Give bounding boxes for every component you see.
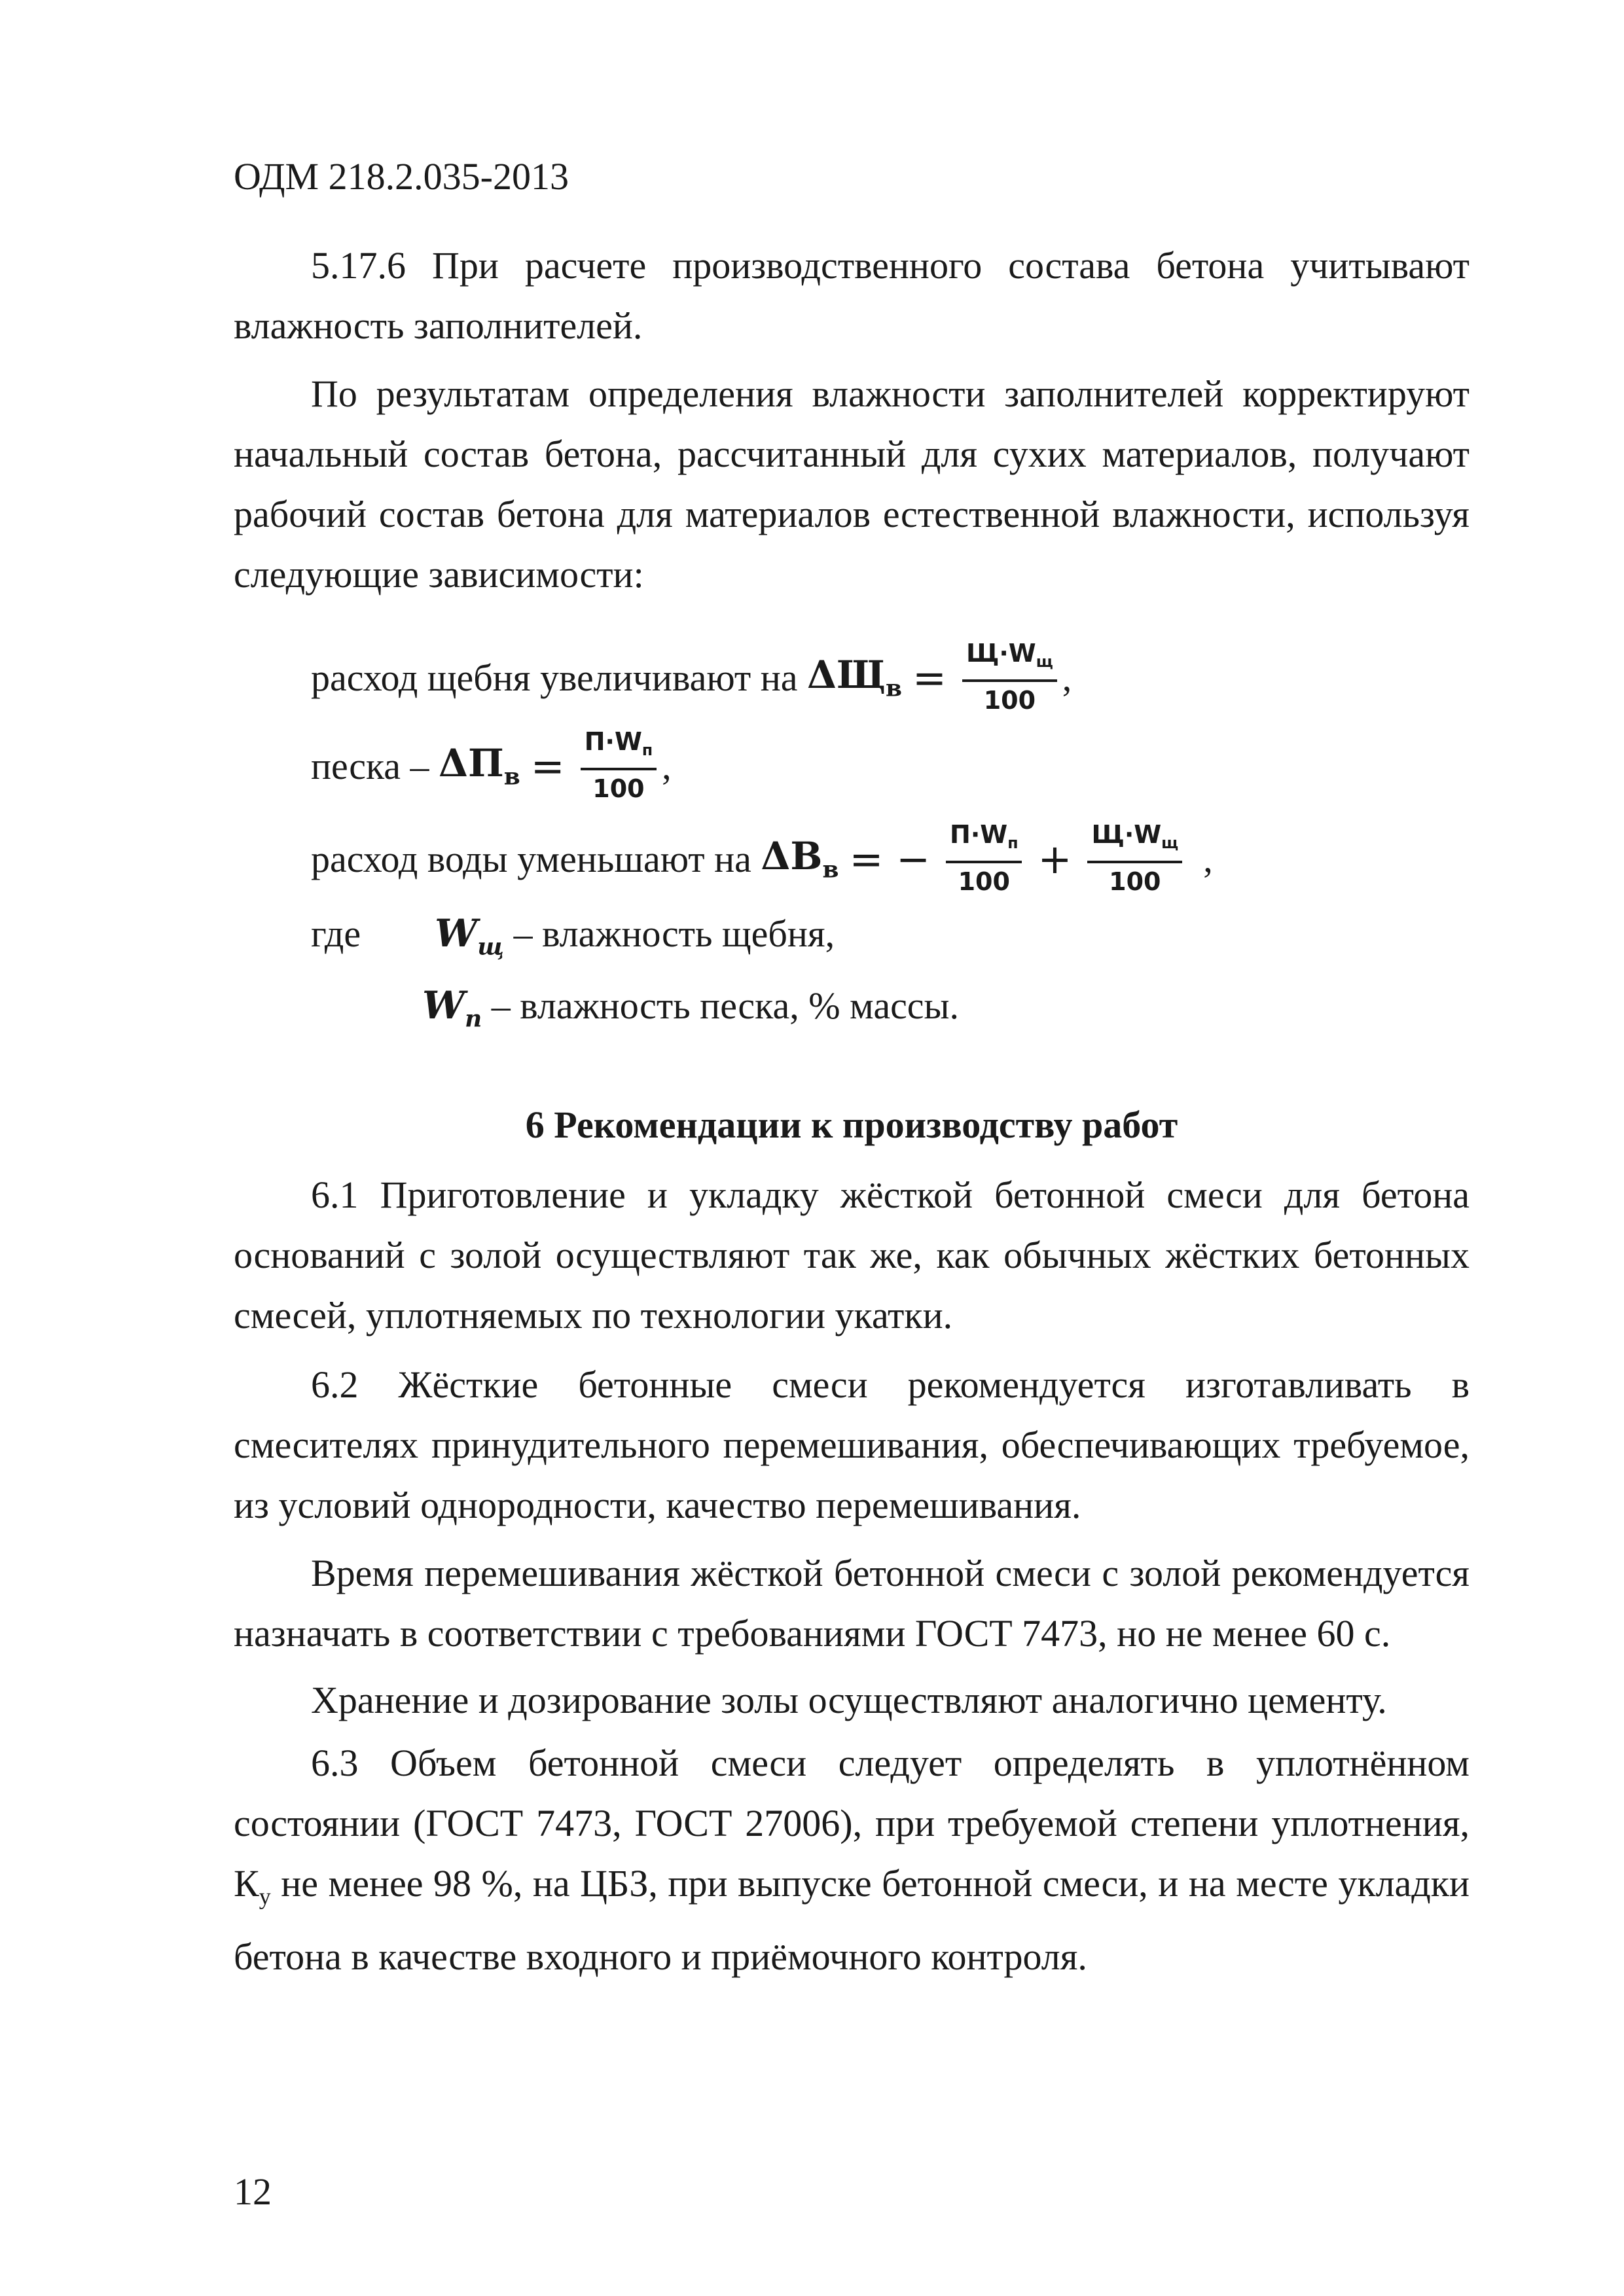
numerator-text: П·W	[950, 820, 1008, 850]
lhs-symbol: ΔВ	[761, 834, 823, 879]
paragraph-storage-text: Хранение и дозирование золы осуществляют аналогично цементу.	[311, 1679, 1387, 1721]
formula-water	[311, 820, 1213, 896]
plus-sign: +	[1038, 834, 1072, 883]
lhs-subscript: в	[822, 855, 839, 884]
fraction-denominator: 100	[983, 685, 1036, 715]
numerator-subscript: п	[1007, 834, 1019, 853]
lhs-symbol: ΔЩ	[807, 653, 886, 698]
paragraph-6-3-part2: не менее 98 %, на ЦБЗ, при выпуске бетонной смеси, и на месте укладки бетона в качестве входного и приёмочного контроля.	[234, 1862, 1470, 1978]
fraction-sand	[946, 820, 1022, 897]
symbol-subscript: п	[465, 1005, 482, 1033]
paragraph-5-17-6-line1: 5.17.6 При расчете производственного состава бетона учитывают	[311, 244, 1470, 287]
paragraph-6-3-part1: 6.3 Объем бетонной смеси следует определять в уплотнённом состоянии (ГОСТ 7473, ГОСТ 27006), при требуемой степени уплотнения, К	[234, 1742, 1470, 1905]
formula-water-label: расход воды уменьшают на	[311, 837, 751, 880]
numerator-text: П·W	[584, 727, 642, 757]
formula-crushed-stone-label: расход щебня увеличивают на	[311, 656, 798, 699]
numerator-text: Щ·W	[965, 639, 1036, 668]
paragraph-results	[234, 364, 1470, 605]
symbol-text: W	[422, 983, 465, 1028]
symbol-w-sand	[422, 983, 482, 1033]
paragraph-6-2	[234, 1355, 1470, 1535]
formula-water-lhs	[761, 834, 839, 884]
fraction-denominator: 100	[1109, 867, 1161, 896]
formula-sand-lhs	[439, 741, 520, 791]
paragraph-6-1-text: 6.1 Приготовление и укладку жёсткой бетонной смеси для бетона оснований с золой осуществляют так же, как обычных жёстких бетонных смесей, уплотняемых по технологии укатки.	[234, 1174, 1470, 1336]
paragraph-6-3	[234, 1733, 1470, 1987]
lhs-subscript: в	[886, 674, 903, 702]
formula-tail: ,	[662, 744, 672, 787]
paragraph-6-3-text	[234, 1733, 1470, 1987]
fraction	[962, 639, 1057, 715]
where-line-2	[422, 983, 959, 1033]
formula-crushed-stone	[311, 639, 1072, 715]
document-code-header: ОДМ 218.2.035-2013	[234, 155, 569, 198]
numerator-subscript: щ	[1036, 653, 1053, 672]
paragraph-results-text: По результатам определения влажности заполнителей корректируют начальный состав бетона, рассчитанный для сухих материалов, получают рабочий состав бетона для материалов естественной влажности, используя следующие зависимости:	[234, 372, 1470, 596]
where-word: где	[311, 912, 361, 955]
paragraph-mixing-time-text: Время перемешивания жёсткой бетонной смеси с золой рекомендуется назначать в соответствии с требованиями ГОСТ 7473, но не менее 60 с.	[234, 1552, 1470, 1655]
where-line-1	[311, 911, 835, 961]
paragraph-5-17-6-line2: влажность заполнителей.	[234, 304, 643, 347]
symbol-text: W	[435, 911, 478, 956]
fraction-numerator	[962, 639, 1057, 681]
where-definition-1: – влажность щебня,	[513, 912, 835, 955]
equals-sign: =	[530, 742, 565, 790]
fraction-denominator: 100	[592, 774, 645, 803]
fraction-stone	[1087, 820, 1182, 897]
symbol-w-stone	[435, 911, 505, 961]
formula-sand-label: песка –	[311, 744, 429, 787]
fraction-numerator	[581, 727, 657, 770]
fraction-numerator	[1087, 820, 1182, 863]
numerator-subscript: щ	[1161, 834, 1179, 853]
page-number: 12	[234, 2170, 272, 2213]
where-definition-2: – влажность песка, % массы.	[491, 984, 960, 1027]
section-heading: 6 Рекомендации к производству работ	[525, 1103, 1178, 1146]
formula-crushed-stone-lhs	[807, 653, 902, 702]
numerator-subscript: п	[641, 741, 653, 760]
formula-sand	[311, 727, 672, 803]
formula-tail: ,	[1203, 837, 1213, 880]
symbol-subscript: щ	[477, 933, 505, 961]
fraction-denominator: 100	[958, 867, 1010, 896]
paragraph-6-1	[234, 1165, 1470, 1346]
lhs-symbol: ΔП	[439, 741, 504, 786]
paragraph-5-17-6	[234, 236, 1470, 356]
k-subscript: у	[259, 1883, 271, 1910]
fraction	[581, 727, 657, 804]
paragraph-storage	[234, 1670, 1470, 1731]
fraction-numerator	[946, 820, 1022, 863]
numerator-text: Щ·W	[1091, 820, 1162, 850]
equals-sign: =	[912, 653, 947, 702]
lhs-subscript: в	[503, 762, 520, 791]
formula-tail: ,	[1062, 656, 1072, 699]
paragraph-mixing-time	[234, 1543, 1470, 1664]
paragraph-6-2-text: 6.2 Жёсткие бетонные смеси рекомендуется изготавливать в смесителях принудительного перемешивания, обеспечивающих требуемое, из условий однородности, качество перемешивания.	[234, 1363, 1470, 1526]
equals-minus-sign: = −	[849, 834, 931, 883]
